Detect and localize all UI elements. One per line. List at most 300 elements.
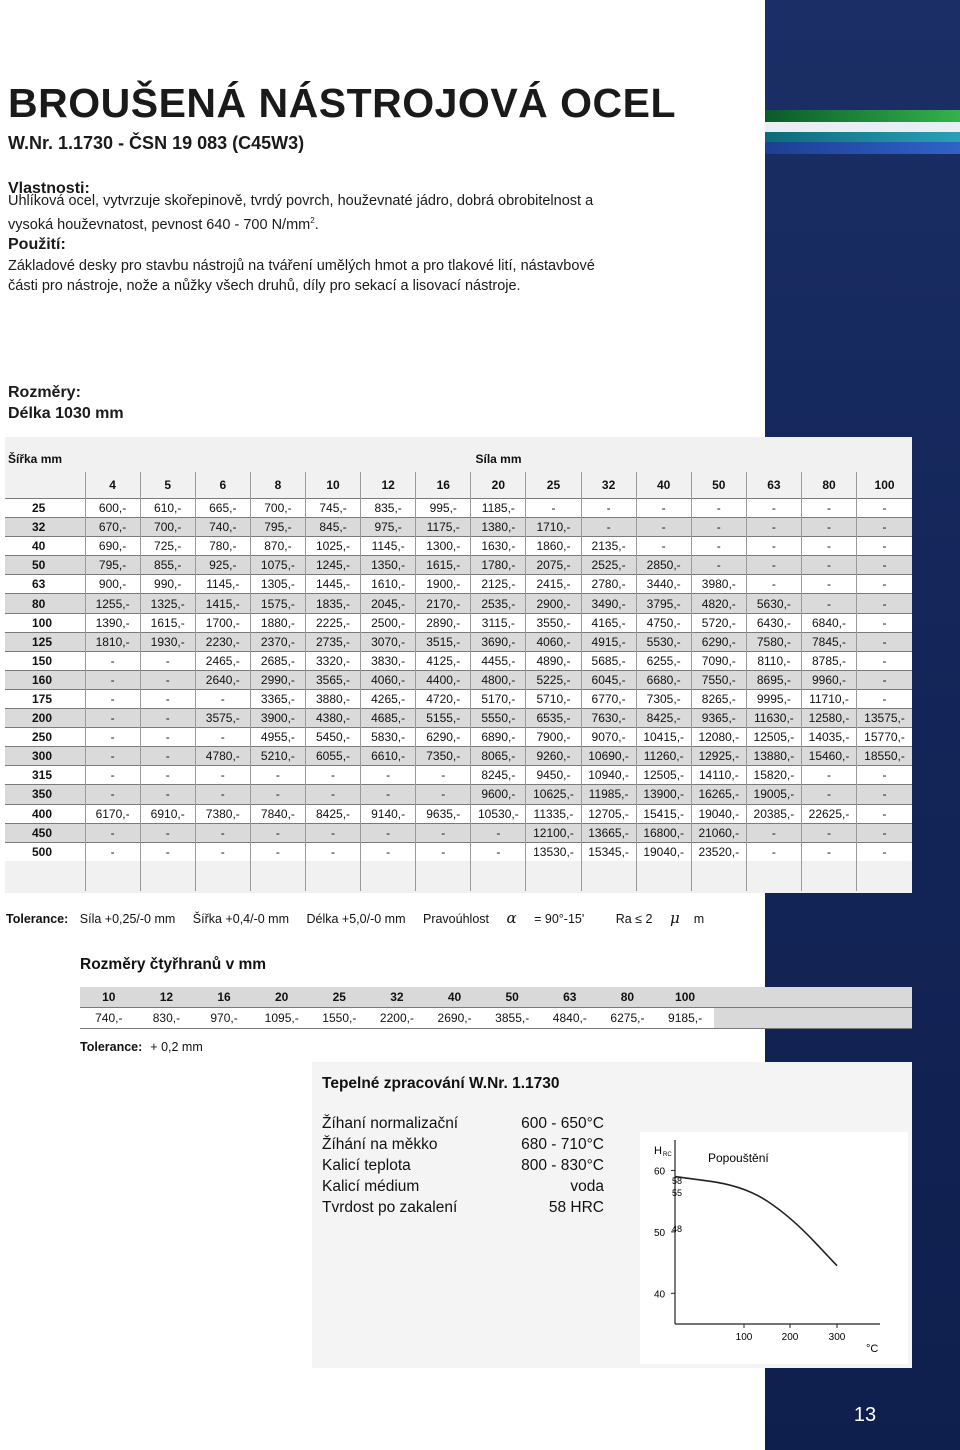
price-cell: 6045,- [581, 670, 636, 689]
price-cell: - [140, 670, 195, 689]
price-cell: 3830,- [361, 651, 416, 670]
squares-table [80, 987, 912, 1029]
price-cell: 12505,- [636, 766, 691, 785]
price-cell: - [416, 842, 471, 861]
empty-cell [636, 861, 691, 891]
empty-cell [250, 861, 305, 891]
price-cell: 15820,- [746, 766, 801, 785]
price-cell: 3575,- [195, 709, 250, 728]
price-cell: 16800,- [636, 823, 691, 842]
roughness-unit: m [693, 912, 705, 926]
price-cell: - [85, 823, 140, 842]
price-cell: - [857, 766, 912, 785]
price-cell: - [140, 842, 195, 861]
thickness-cell: 63 [746, 472, 801, 499]
price-cell: - [746, 842, 801, 861]
x-tick-label: 100 [735, 1332, 753, 1343]
price-cell: 1900,- [416, 575, 471, 594]
tolerance-width: Šířka +0,4/-0 mm [192, 912, 290, 926]
price-cell: - [857, 499, 912, 518]
price-cell: - [857, 632, 912, 651]
empty-cell [416, 861, 471, 891]
price-cell: 1615,- [416, 556, 471, 575]
x-tick-label: 200 [781, 1332, 799, 1343]
thickness-row [5, 472, 912, 499]
price-cell: - [85, 747, 140, 766]
price-cell: 7090,- [691, 651, 746, 670]
price-cell: 8785,- [801, 651, 856, 670]
price-cell: 12100,- [526, 823, 581, 842]
price-cell: 995,- [416, 499, 471, 518]
price-cell: - [857, 842, 912, 861]
price-cell: 10415,- [636, 728, 691, 747]
price-cell: 9070,- [581, 728, 636, 747]
price-cell: 8695,- [746, 670, 801, 689]
price-cell: - [857, 556, 912, 575]
table-row [5, 804, 912, 823]
squares-size-row [80, 987, 912, 1008]
properties-line-2-text: vysoká houževnatost, pevnost 640 - 700 N/mm [8, 216, 311, 233]
width-cell: 150 [5, 651, 85, 670]
square-price-cell: 1550,- [311, 1008, 369, 1029]
price-cell: - [746, 575, 801, 594]
price-cell: - [691, 556, 746, 575]
price-cell: - [361, 823, 416, 842]
empty-cell [5, 861, 85, 891]
width-cell: 63 [5, 575, 85, 594]
tolerance-line [6, 909, 732, 927]
price-cell: 1185,- [471, 499, 526, 518]
price-cell: 9600,- [471, 785, 526, 804]
price-cell: - [361, 766, 416, 785]
empty-cell [526, 861, 581, 891]
width-cell: 350 [5, 785, 85, 804]
table-row [5, 556, 912, 575]
price-cell: 11260,- [636, 747, 691, 766]
table-row [5, 842, 912, 861]
price-cell: 925,- [195, 556, 250, 575]
price-cell: 6290,- [691, 632, 746, 651]
price-cell: 12580,- [801, 709, 856, 728]
green-stripe [765, 110, 960, 122]
table-row [5, 747, 912, 766]
price-cell: - [416, 766, 471, 785]
price-cell: 2465,- [195, 651, 250, 670]
price-cell: 3440,- [636, 575, 691, 594]
price-cell: 11335,- [526, 804, 581, 823]
price-cell: 10625,- [526, 785, 581, 804]
table-row [5, 766, 912, 785]
price-cell: 700,- [250, 499, 305, 518]
price-cell: - [801, 537, 856, 556]
price-cell: 7305,- [636, 689, 691, 708]
square-size-cell: 80 [599, 987, 657, 1008]
price-cell: 3320,- [305, 651, 360, 670]
price-cell: - [857, 537, 912, 556]
price-cell: 13530,- [526, 842, 581, 861]
price-cell: 6055,- [305, 747, 360, 766]
angle-value: = 90°-15' [534, 912, 585, 926]
empty-cell [471, 861, 526, 891]
price-cell: 9635,- [416, 804, 471, 823]
price-cell: 780,- [195, 537, 250, 556]
square-size-cell: 100 [656, 987, 714, 1008]
price-cell: 23520,- [691, 842, 746, 861]
price-cell: 3980,- [691, 575, 746, 594]
roughness-label: Ra ≤ 2 [615, 912, 653, 926]
chart-background [640, 1132, 908, 1364]
price-cell: 3490,- [581, 594, 636, 613]
price-cell: 12080,- [691, 728, 746, 747]
squares-tolerance-value: + 0,2 mm [150, 1040, 203, 1054]
price-cell: - [746, 823, 801, 842]
filler-cell [714, 987, 912, 1008]
price-cell: 2415,- [526, 575, 581, 594]
width-cell: 25 [5, 499, 85, 518]
empty-cell [746, 861, 801, 891]
tempering-chart [640, 1132, 908, 1364]
thickness-cell: 100 [857, 472, 912, 499]
price-cell: - [471, 823, 526, 842]
price-cell: - [691, 499, 746, 518]
table-row [5, 518, 912, 537]
price-cell: 5450,- [305, 728, 360, 747]
square-price-cell: 9185,- [656, 1008, 714, 1029]
table-header-row [5, 446, 912, 472]
properties-line-2 [8, 211, 688, 235]
square-price-cell: 740,- [80, 1008, 138, 1029]
price-cell: 600,- [85, 499, 140, 518]
price-cell: 2370,- [250, 632, 305, 651]
price-cell: 7350,- [416, 747, 471, 766]
thickness-cell: 16 [416, 472, 471, 499]
price-cell: 2900,- [526, 594, 581, 613]
heat-treatment-label: Žíhaní normalizační [322, 1115, 459, 1132]
price-cell: 4955,- [250, 728, 305, 747]
price-cell: - [361, 842, 416, 861]
price-cell: 11985,- [581, 785, 636, 804]
price-cell: - [801, 499, 856, 518]
price-cell: 6840,- [801, 613, 856, 632]
thickness-cell: 4 [85, 472, 140, 499]
price-cell: 1145,- [195, 575, 250, 594]
table-row [5, 594, 912, 613]
square-price-cell: 4840,- [541, 1008, 599, 1029]
empty-cell [195, 861, 250, 891]
curve-point-label: 58 [672, 1176, 683, 1186]
heat-treatment-label: Kalicí médium [322, 1178, 420, 1195]
price-cell: 3900,- [250, 709, 305, 728]
price-cell: - [250, 842, 305, 861]
price-cell: 6770,- [581, 689, 636, 708]
table-row [5, 537, 912, 556]
thickness-cell: 5 [140, 472, 195, 499]
price-cell: 5155,- [416, 709, 471, 728]
page-title: BROUŠENÁ NÁSTROJOVÁ OCEL [8, 80, 677, 126]
price-cell: 3880,- [305, 689, 360, 708]
usage-heading: Použití: [8, 236, 66, 253]
heat-treatment-value: 600 - 650°C [521, 1115, 604, 1132]
price-cell: 18550,- [857, 747, 912, 766]
price-cell: - [746, 537, 801, 556]
price-cell: 1610,- [361, 575, 416, 594]
price-cell: 1300,- [416, 537, 471, 556]
price-cell: 8425,- [636, 709, 691, 728]
price-cell: 3515,- [416, 632, 471, 651]
filler-cell [714, 1008, 912, 1029]
length-label: Délka 1030 mm [8, 405, 124, 422]
price-cell: 5210,- [250, 747, 305, 766]
price-cell: 1810,- [85, 632, 140, 651]
price-cell: 4400,- [416, 670, 471, 689]
price-cell: 6430,- [746, 613, 801, 632]
tolerance-thickness: Síla +0,25/-0 mm [79, 912, 176, 926]
empty-cell [5, 472, 85, 499]
page-subtitle: W.Nr. 1.1730 - ČSN 19 083 (C45W3) [8, 133, 305, 153]
series-label: Popouštění [708, 1151, 769, 1165]
width-cell: 50 [5, 556, 85, 575]
price-cell: 2125,- [471, 575, 526, 594]
table-row [5, 651, 912, 670]
price-cell: - [857, 651, 912, 670]
table-row [5, 785, 912, 804]
table-row [5, 613, 912, 632]
price-cell: 7630,- [581, 709, 636, 728]
price-cell: 8065,- [471, 747, 526, 766]
price-cell: 7550,- [691, 670, 746, 689]
price-cell: 2525,- [581, 556, 636, 575]
empty-cell [361, 861, 416, 891]
price-cell: - [140, 785, 195, 804]
price-cell: - [801, 766, 856, 785]
price-cell: 1630,- [471, 537, 526, 556]
price-cell: 1245,- [305, 556, 360, 575]
price-cell: 10530,- [471, 804, 526, 823]
price-cell: 12505,- [746, 728, 801, 747]
properties-line-2-end: . [314, 216, 319, 233]
price-cell: 3550,- [526, 613, 581, 632]
price-cell: - [85, 651, 140, 670]
tolerance-label: Tolerance: [6, 912, 69, 926]
x-unit-label: °C [866, 1343, 879, 1355]
thickness-cell: 40 [636, 472, 691, 499]
price-cell: - [581, 499, 636, 518]
price-cell: - [250, 766, 305, 785]
thickness-cell: 20 [471, 472, 526, 499]
width-cell: 400 [5, 804, 85, 823]
price-cell: 15460,- [801, 747, 856, 766]
square-price-cell: 830,- [138, 1008, 196, 1029]
heat-treatment-label: Žíhání na měkko [322, 1136, 438, 1153]
price-cell: 1445,- [305, 575, 360, 594]
tolerance-roughness [615, 909, 718, 927]
price-cell: - [305, 842, 360, 861]
price-cell: - [857, 804, 912, 823]
price-cell: 6610,- [361, 747, 416, 766]
price-cell: 15415,- [636, 804, 691, 823]
price-cell: 15770,- [857, 728, 912, 747]
price-cell: 4720,- [416, 689, 471, 708]
price-cell: 1930,- [140, 632, 195, 651]
price-cell: 740,- [195, 518, 250, 537]
price-cell: 3690,- [471, 632, 526, 651]
price-cell: 5685,- [581, 651, 636, 670]
price-cell: 2780,- [581, 575, 636, 594]
empty-cell [581, 861, 636, 891]
price-cell: 5550,- [471, 709, 526, 728]
price-cell: - [85, 689, 140, 708]
thickness-header: Síla mm [475, 452, 522, 466]
y-tick-label: 50 [654, 1227, 666, 1239]
heat-treatment-value: 800 - 830°C [521, 1157, 604, 1174]
price-cell: - [636, 518, 691, 537]
price-cell: 1325,- [140, 594, 195, 613]
price-cell: - [857, 518, 912, 537]
price-cell: 2500,- [361, 613, 416, 632]
square-price-cell: 1095,- [253, 1008, 311, 1029]
properties-heading: Vlastnosti: [8, 180, 90, 197]
price-cell: - [801, 823, 856, 842]
price-cell: 8425,- [305, 804, 360, 823]
price-cell: - [85, 842, 140, 861]
tolerance-length: Délka +5,0/-0 mm [306, 912, 406, 926]
price-cell: - [250, 823, 305, 842]
price-cell: 2225,- [305, 613, 360, 632]
width-cell: 40 [5, 537, 85, 556]
price-cell: - [801, 556, 856, 575]
price-cell: 1025,- [305, 537, 360, 556]
price-cell: 4685,- [361, 709, 416, 728]
width-cell: 175 [5, 689, 85, 708]
price-cell: 2075,- [526, 556, 581, 575]
price-cell: 5720,- [691, 613, 746, 632]
price-cell: 13880,- [746, 747, 801, 766]
y-axis-label-sub: RC [663, 1152, 672, 1158]
square-size-cell: 63 [541, 987, 599, 1008]
price-cell: - [195, 785, 250, 804]
price-cell: 870,- [250, 537, 305, 556]
price-cell: - [85, 728, 140, 747]
dimensions-heading: Rozměry: [8, 384, 81, 401]
price-cell: - [140, 651, 195, 670]
price-cell: 19005,- [746, 785, 801, 804]
price-cell: 4265,- [361, 689, 416, 708]
heat-treatment-value: 680 - 710°C [521, 1136, 604, 1153]
price-cell: - [581, 518, 636, 537]
price-cell: 12925,- [691, 747, 746, 766]
price-cell: 1390,- [85, 613, 140, 632]
price-cell: - [526, 499, 581, 518]
price-cell: 7840,- [250, 804, 305, 823]
price-cell: 5830,- [361, 728, 416, 747]
price-cell: 5710,- [526, 689, 581, 708]
square-size-cell: 25 [311, 987, 369, 1008]
alpha-symbol: α [506, 909, 517, 927]
price-cell: 795,- [250, 518, 305, 537]
square-size-cell: 32 [368, 987, 426, 1008]
price-cell: 690,- [85, 537, 140, 556]
price-cell: 4060,- [361, 670, 416, 689]
price-cell: - [857, 689, 912, 708]
price-cell: 745,- [305, 499, 360, 518]
price-table [5, 446, 912, 891]
properties-line-1: Uhlíková ocel, vytvrzuje skořepinově, tvrdý povrch, houževnaté jádro, dobrá obrobitelnost a [8, 193, 594, 209]
width-cell: 125 [5, 632, 85, 651]
teal-stripe [765, 132, 960, 142]
thickness-cell: 50 [691, 472, 746, 499]
page-number: 13 [853, 1404, 877, 1426]
price-cell: 8245,- [471, 766, 526, 785]
price-cell: - [801, 842, 856, 861]
price-cell: 3565,- [305, 670, 360, 689]
square-price-cell: 3855,- [483, 1008, 541, 1029]
price-cell: - [416, 785, 471, 804]
price-cell: 2850,- [636, 556, 691, 575]
angle-label: Pravoúhlost [422, 912, 489, 926]
price-cell: 14110,- [691, 766, 746, 785]
price-cell: 1075,- [250, 556, 305, 575]
empty-cell [140, 861, 195, 891]
table-row [5, 670, 912, 689]
empty-cell [857, 861, 912, 891]
price-cell: 795,- [85, 556, 140, 575]
width-cell: 200 [5, 709, 85, 728]
price-cell: 1145,- [361, 537, 416, 556]
price-cell: 21060,- [691, 823, 746, 842]
price-cell: 3365,- [250, 689, 305, 708]
price-cell: 2170,- [416, 594, 471, 613]
table-row [5, 709, 912, 728]
thickness-cell: 25 [526, 472, 581, 499]
width-cell: 100 [5, 613, 85, 632]
price-cell: 10690,- [581, 747, 636, 766]
price-cell: 725,- [140, 537, 195, 556]
price-cell: - [140, 747, 195, 766]
price-cell: 2685,- [250, 651, 305, 670]
price-cell: 11710,- [801, 689, 856, 708]
width-cell: 80 [5, 594, 85, 613]
price-cell: 845,- [305, 518, 360, 537]
width-cell: 500 [5, 842, 85, 861]
squares-title: Rozměry čtyřhranů v mm [80, 956, 267, 973]
blue-stripe [765, 142, 960, 154]
price-cell: - [746, 499, 801, 518]
price-cell: 7900,- [526, 728, 581, 747]
price-cell: 1350,- [361, 556, 416, 575]
price-cell: 2535,- [471, 594, 526, 613]
price-cell: 5530,- [636, 632, 691, 651]
thickness-cell: 10 [305, 472, 360, 499]
table-row [5, 632, 912, 651]
price-cell: 670,- [85, 518, 140, 537]
price-cell: 1880,- [250, 613, 305, 632]
width-cell: 160 [5, 670, 85, 689]
price-cell: 665,- [195, 499, 250, 518]
price-cell: 6890,- [471, 728, 526, 747]
price-cell: 22625,- [801, 804, 856, 823]
price-cell: - [746, 518, 801, 537]
price-cell: 16265,- [691, 785, 746, 804]
price-cell: 5630,- [746, 594, 801, 613]
price-cell: 2135,- [581, 537, 636, 556]
heat-treatment-title: Tepelné zpracování W.Nr. 1.1730 [322, 1075, 560, 1092]
price-cell: 2045,- [361, 594, 416, 613]
heat-treatment-value: 58 HRC [548, 1199, 604, 1216]
usage-text [8, 256, 688, 296]
price-cell: 20385,- [746, 804, 801, 823]
price-cell: - [691, 518, 746, 537]
price-cell: 4125,- [416, 651, 471, 670]
